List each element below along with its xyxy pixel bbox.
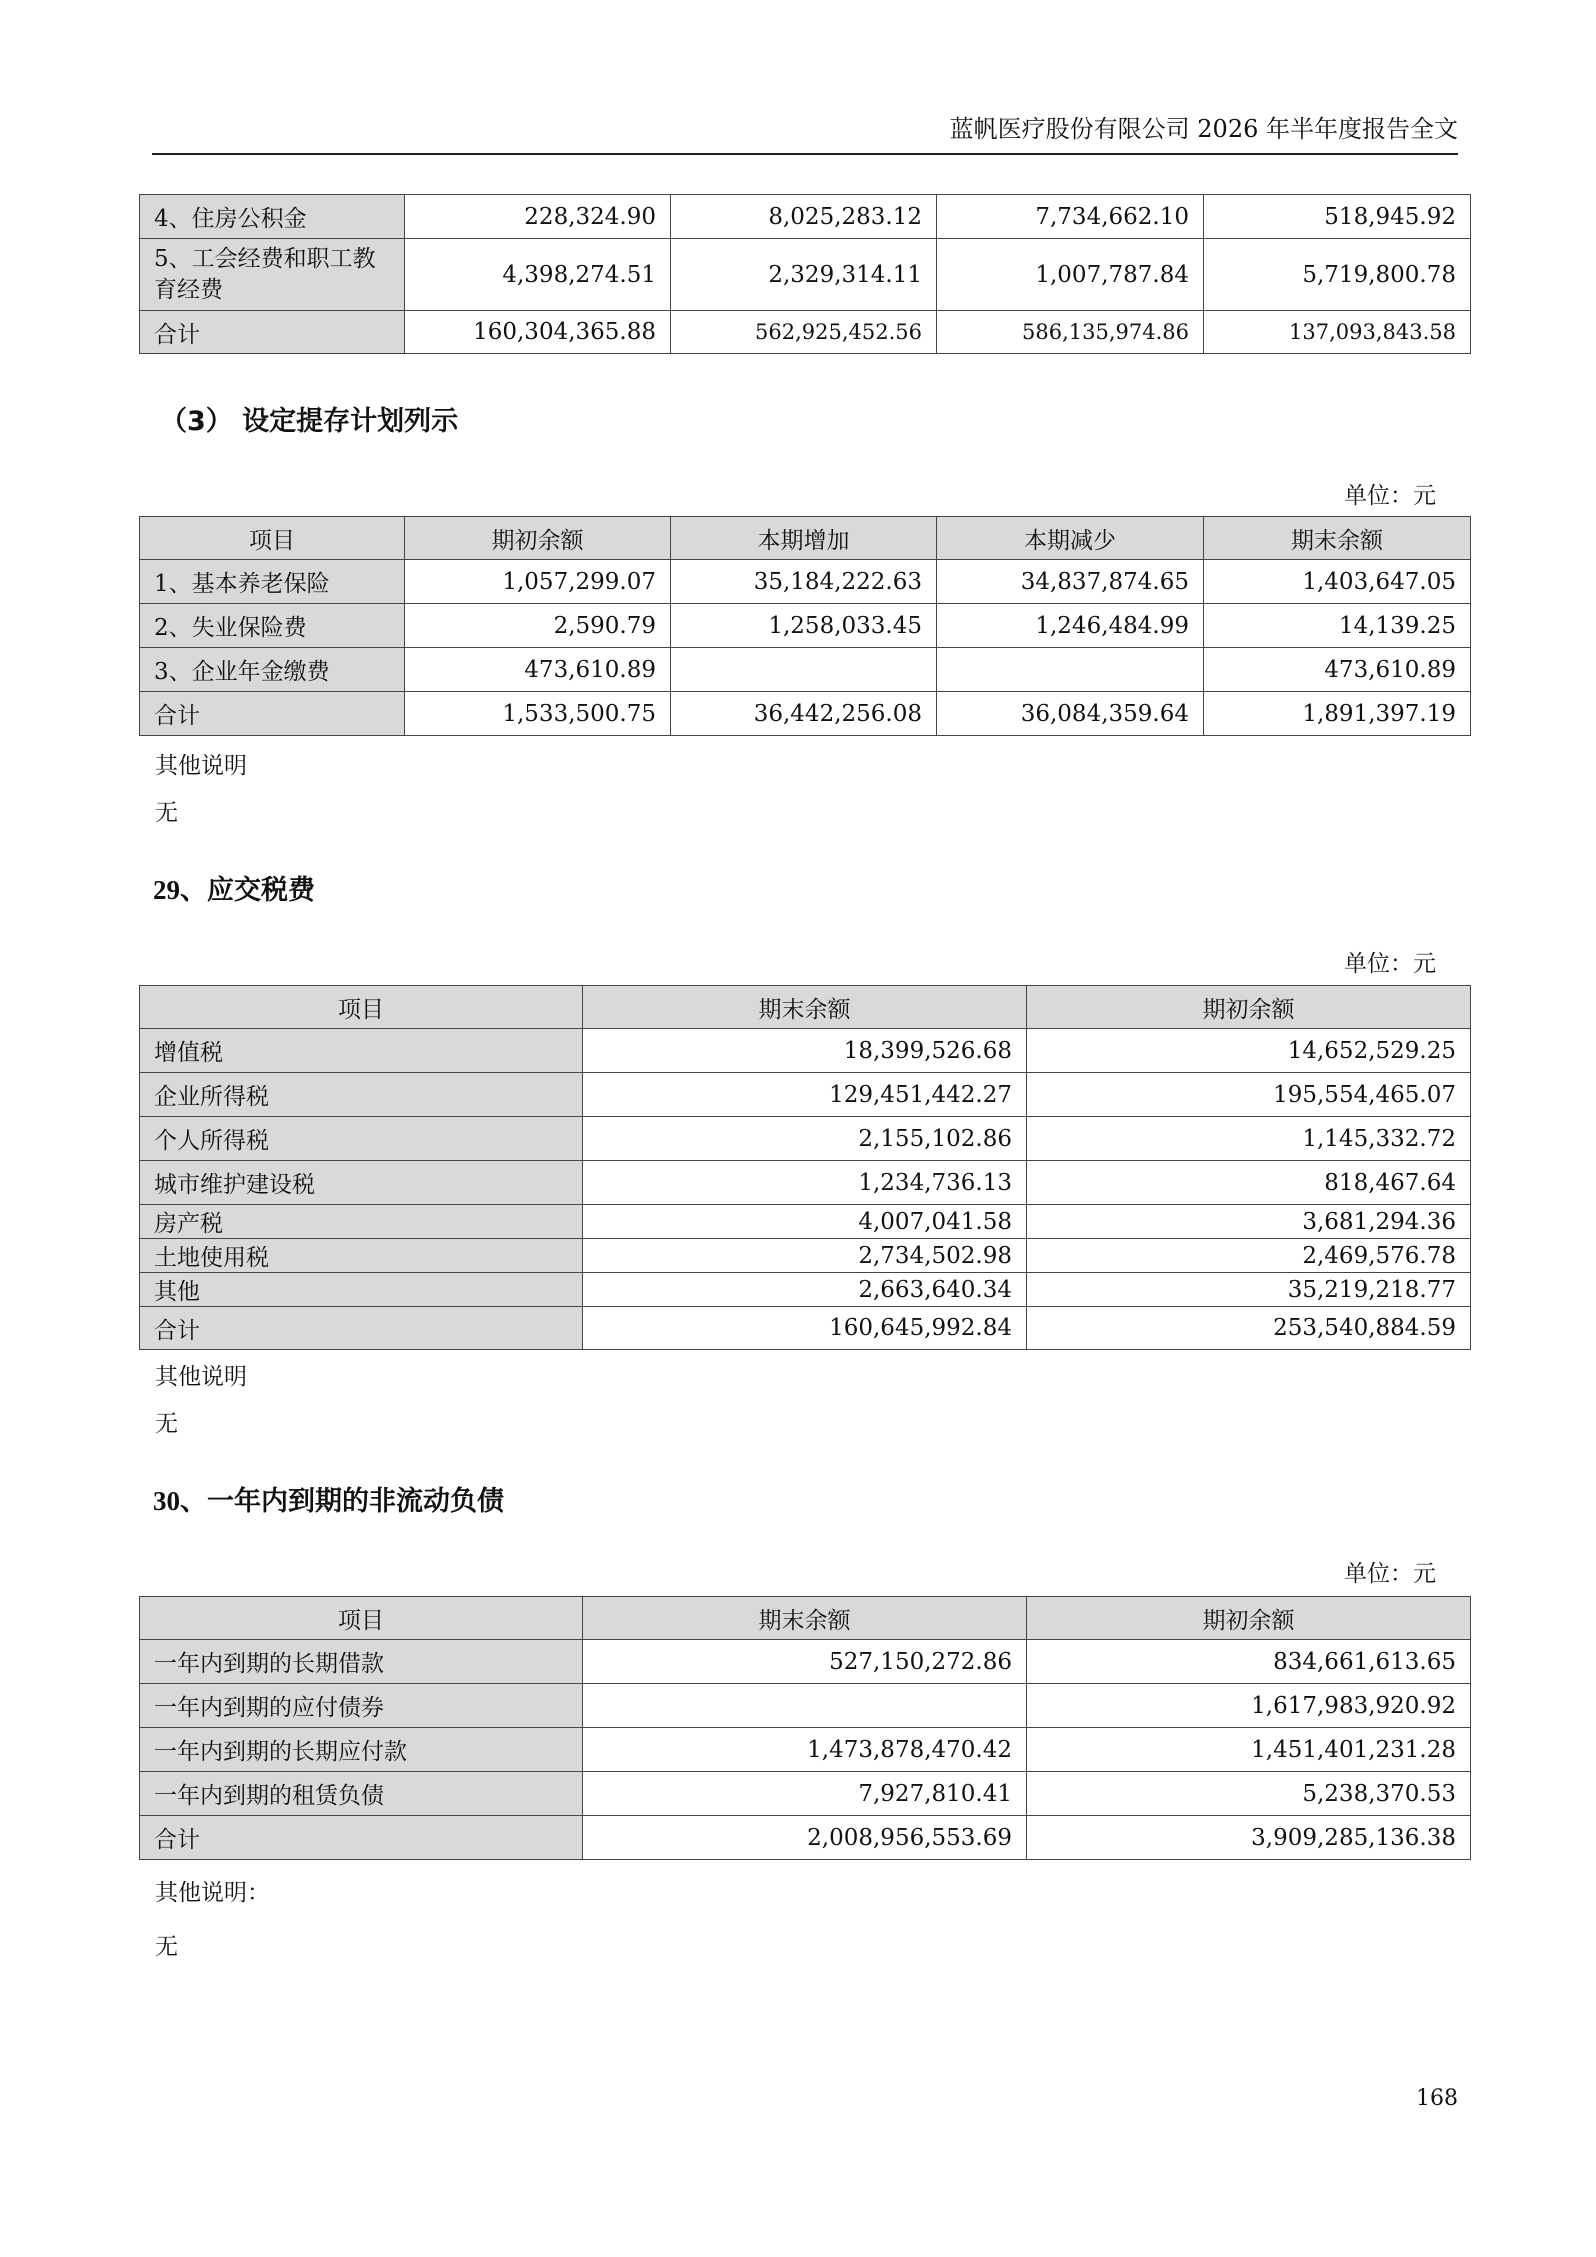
table-row — [140, 1117, 1471, 1161]
table-row — [140, 1161, 1471, 1205]
table-header-row — [140, 986, 1471, 1029]
table-row — [140, 1205, 1471, 1239]
table-row-total — [140, 1307, 1471, 1350]
table-row — [140, 1239, 1471, 1273]
decrease-cell: 586,135,974.86 — [937, 311, 1204, 354]
column-header: 期初余额 — [1027, 1597, 1471, 1640]
row-label: 企业所得税 — [140, 1073, 583, 1117]
opening-balance-cell: 2,590.79 — [405, 604, 671, 648]
increase-cell: 2,329,314.11 — [671, 239, 937, 311]
closing-balance-cell: 129,451,442.27 — [583, 1073, 1027, 1117]
row-label: 一年内到期的应付债券 — [140, 1684, 583, 1728]
unit-label: 单位：元 — [1344, 483, 1436, 509]
opening-balance-cell: 4,398,274.51 — [405, 239, 671, 311]
opening-balance-cell: 473,610.89 — [405, 648, 671, 692]
opening-balance-cell: 2,469,576.78 — [1027, 1239, 1471, 1273]
closing-balance-cell: 2,734,502.98 — [583, 1239, 1027, 1273]
row-label: 合计 — [140, 1816, 583, 1860]
opening-balance-cell: 228,324.90 — [405, 195, 671, 239]
column-header: 期末余额 — [1204, 517, 1471, 560]
closing-balance-cell: 7,927,810.41 — [583, 1772, 1027, 1816]
opening-balance-cell: 35,219,218.77 — [1027, 1273, 1471, 1307]
unit-label: 单位：元 — [1344, 951, 1436, 977]
column-header: 项目 — [140, 986, 583, 1029]
row-label: 4、住房公积金 — [140, 195, 405, 239]
opening-balance-cell: 1,617,983,920.92 — [1027, 1684, 1471, 1728]
section-heading: （3） 设定提存计划列示 — [160, 406, 459, 437]
row-label: 合计 — [140, 311, 405, 354]
row-label: 合计 — [140, 1307, 583, 1350]
column-header: 本期增加 — [671, 517, 937, 560]
other-notes-text: 无 — [155, 800, 178, 826]
decrease-cell: 1,007,787.84 — [937, 239, 1204, 311]
opening-balance-cell: 834,661,613.65 — [1027, 1640, 1471, 1684]
employee-benefits-table-continued — [139, 194, 1471, 354]
other-notes-text: 无 — [155, 1934, 178, 1960]
decrease-cell: 1,246,484.99 — [937, 604, 1204, 648]
table-row — [140, 648, 1471, 692]
other-notes-label: 其他说明 — [155, 753, 247, 779]
opening-balance-cell: 160,304,365.88 — [405, 311, 671, 354]
page-number: 168 — [1416, 2086, 1458, 2111]
page-header-title: 蓝帆医疗股份有限公司 2026 年半年度报告全文 — [949, 115, 1458, 143]
closing-balance-cell: 137,093,843.58 — [1204, 311, 1471, 354]
decrease-cell: 7,734,662.10 — [937, 195, 1204, 239]
defined-contribution-table — [139, 516, 1471, 736]
opening-balance-cell: 1,451,401,231.28 — [1027, 1728, 1471, 1772]
opening-balance-cell: 3,681,294.36 — [1027, 1205, 1471, 1239]
current-portion-noncurrent-liabilities-table — [139, 1596, 1471, 1860]
section-title: 应交税费 — [207, 875, 315, 906]
closing-balance-cell: 5,719,800.78 — [1204, 239, 1471, 311]
row-label: 1、基本养老保险 — [140, 560, 405, 604]
row-label: 其他 — [140, 1273, 583, 1307]
table-row — [140, 1728, 1471, 1772]
closing-balance-cell: 2,008,956,553.69 — [583, 1816, 1027, 1860]
table-row — [140, 239, 1471, 311]
closing-balance-cell: 473,610.89 — [1204, 648, 1471, 692]
table-row — [140, 1273, 1471, 1307]
other-notes-text: 无 — [155, 1411, 178, 1437]
closing-balance-cell: 518,945.92 — [1204, 195, 1471, 239]
table-row — [140, 195, 1471, 239]
closing-balance-cell: 1,403,647.05 — [1204, 560, 1471, 604]
opening-balance-cell: 253,540,884.59 — [1027, 1307, 1471, 1350]
row-label: 个人所得税 — [140, 1117, 583, 1161]
opening-balance-cell: 1,145,332.72 — [1027, 1117, 1471, 1161]
column-header: 项目 — [140, 1597, 583, 1640]
column-header: 期初余额 — [1027, 986, 1471, 1029]
table-row-total — [140, 1816, 1471, 1860]
closing-balance-cell: 1,234,736.13 — [583, 1161, 1027, 1205]
unit-label: 单位：元 — [1344, 1561, 1436, 1587]
table-row-total — [140, 311, 1471, 354]
increase-cell: 562,925,452.56 — [671, 311, 937, 354]
closing-balance-cell: 18,399,526.68 — [583, 1029, 1027, 1073]
increase-cell: 35,184,222.63 — [671, 560, 937, 604]
decrease-cell: 36,084,359.64 — [937, 692, 1204, 736]
table-row — [140, 1029, 1471, 1073]
row-label: 土地使用税 — [140, 1239, 583, 1273]
table-row — [140, 1073, 1471, 1117]
increase-cell: 36,442,256.08 — [671, 692, 937, 736]
closing-balance-cell: 527,150,272.86 — [583, 1640, 1027, 1684]
closing-balance-cell: 2,663,640.34 — [583, 1273, 1027, 1307]
row-label: 房产税 — [140, 1205, 583, 1239]
row-label: 3、企业年金缴费 — [140, 648, 405, 692]
row-label: 2、失业保险费 — [140, 604, 405, 648]
closing-balance-cell: 1,473,878,470.42 — [583, 1728, 1027, 1772]
opening-balance-cell: 1,533,500.75 — [405, 692, 671, 736]
table-row — [140, 560, 1471, 604]
row-label: 合计 — [140, 692, 405, 736]
increase-cell: 8,025,283.12 — [671, 195, 937, 239]
row-label: 一年内到期的租赁负债 — [140, 1772, 583, 1816]
closing-balance-cell: 1,891,397.19 — [1204, 692, 1471, 736]
table-row — [140, 604, 1471, 648]
increase-cell: 1,258,033.45 — [671, 604, 937, 648]
increase-cell — [671, 648, 937, 692]
section-heading — [153, 1483, 504, 1520]
row-label: 城市维护建设税 — [140, 1161, 583, 1205]
column-header: 期末余额 — [583, 986, 1027, 1029]
closing-balance-cell: 14,139.25 — [1204, 604, 1471, 648]
section-number: 30、 — [153, 1486, 207, 1516]
table-row — [140, 1772, 1471, 1816]
closing-balance-cell: 160,645,992.84 — [583, 1307, 1027, 1350]
column-header: 期末余额 — [583, 1597, 1027, 1640]
section-heading — [153, 872, 315, 909]
closing-balance-cell: 2,155,102.86 — [583, 1117, 1027, 1161]
row-label: 一年内到期的长期应付款 — [140, 1728, 583, 1772]
row-label: 增值税 — [140, 1029, 583, 1073]
other-notes-label: 其他说明 — [155, 1364, 247, 1390]
decrease-cell: 34,837,874.65 — [937, 560, 1204, 604]
opening-balance-cell: 195,554,465.07 — [1027, 1073, 1471, 1117]
section-title: 一年内到期的非流动负债 — [207, 1486, 504, 1517]
section-number: 29、 — [153, 875, 207, 905]
closing-balance-cell: 4,007,041.58 — [583, 1205, 1027, 1239]
opening-balance-cell: 14,652,529.25 — [1027, 1029, 1471, 1073]
opening-balance-cell: 818,467.64 — [1027, 1161, 1471, 1205]
table-header-row — [140, 517, 1471, 560]
header-divider — [152, 153, 1458, 155]
column-header: 项目 — [140, 517, 405, 560]
closing-balance-cell — [583, 1684, 1027, 1728]
row-label: 5、工会经费和职工教育经费 — [140, 239, 405, 311]
taxes-payable-table — [139, 985, 1471, 1350]
opening-balance-cell: 5,238,370.53 — [1027, 1772, 1471, 1816]
opening-balance-cell: 1,057,299.07 — [405, 560, 671, 604]
column-header: 期初余额 — [405, 517, 671, 560]
table-row-total — [140, 692, 1471, 736]
table-header-row — [140, 1597, 1471, 1640]
decrease-cell — [937, 648, 1204, 692]
table-row — [140, 1640, 1471, 1684]
column-header: 本期减少 — [937, 517, 1204, 560]
opening-balance-cell: 3,909,285,136.38 — [1027, 1816, 1471, 1860]
other-notes-label: 其他说明： — [155, 1880, 270, 1906]
row-label: 一年内到期的长期借款 — [140, 1640, 583, 1684]
table-row — [140, 1684, 1471, 1728]
